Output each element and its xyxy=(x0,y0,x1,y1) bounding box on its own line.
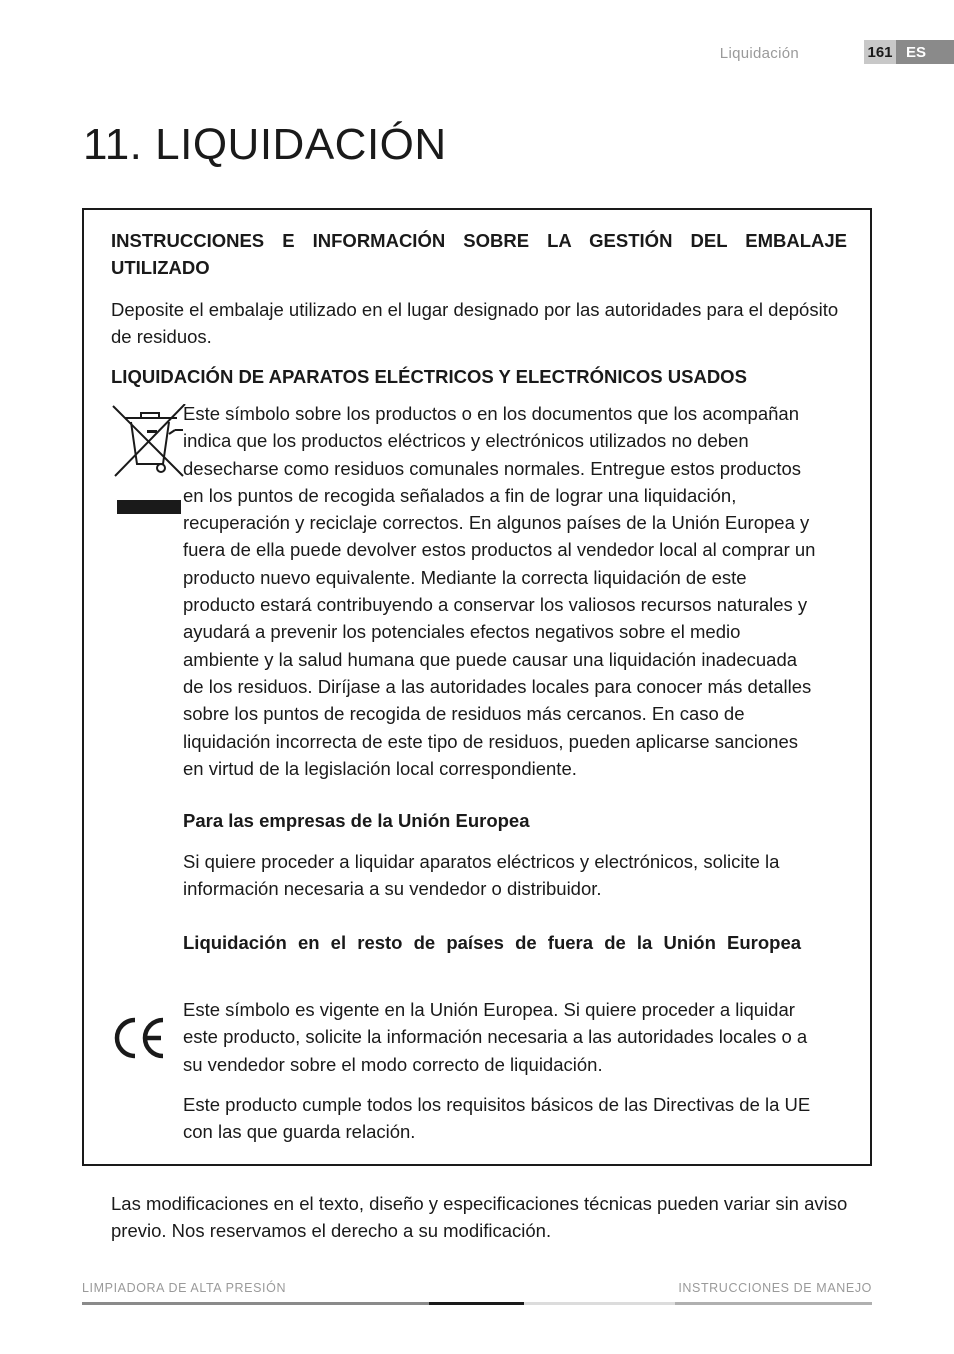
crossed-out-wheelie-bin-icon xyxy=(111,404,189,521)
footer-rule-center xyxy=(429,1302,524,1305)
compliance-text-block xyxy=(183,1091,820,1146)
language-tab: ES xyxy=(896,40,954,64)
running-header-section: Liquidación xyxy=(719,45,799,62)
packaging-section xyxy=(111,227,847,282)
eu-companies-heading-block xyxy=(183,807,820,834)
page-number: 161 xyxy=(864,40,896,64)
weee-heading-block xyxy=(111,363,847,390)
footer-rule-right xyxy=(675,1302,872,1305)
eu-companies-heading: Para las empresas de la Unión Europea xyxy=(183,810,530,831)
outside-eu-heading: Liquidación en el resto de países de fuera de la Unión Europea xyxy=(183,932,802,953)
modifications-note: Las modificaciones en el texto, diseño y especificaciones técnicas pueden variar sin aviso previo. Nos reservamos el derecho a su modificación. xyxy=(111,1193,848,1242)
footer-document-type: INSTRUCCIONES DE MANEJO xyxy=(678,1281,872,1295)
packaging-heading: INSTRUCCIONES E INFORMACIÓN SOBRE LA GESTIÓN DEL EMBALAJE UTILIZADO xyxy=(111,230,847,279)
outside-eu-heading-block xyxy=(183,929,820,956)
page-title: 11. LIQUIDACIÓN xyxy=(83,120,447,169)
eu-companies-text: Si quiere proceder a liquidar aparatos eléctricos y electrónicos, solicite la información necesaria a su vendedor o distribuidor. xyxy=(183,851,780,900)
outside-eu-text: Este símbolo es vigente en la Unión Europea. Si quiere proceder a liquidar este producto, solicite la información necesaria a las autoridades locales o a su vendedor sobre el modo correcto de liquidación. xyxy=(183,999,808,1075)
weee-heading: LIQUIDACIÓN DE APARATOS ELÉCTRICOS Y ELECTRÓNICOS USADOS xyxy=(111,366,747,387)
packaging-text: Deposite el embalaje utilizado en el lugar designado por las autoridades para el depósito de residuos. xyxy=(111,299,839,348)
packaging-text-block xyxy=(111,296,847,351)
outside-eu-text-block xyxy=(183,996,820,1078)
weee-text-block xyxy=(183,400,820,782)
footer-rule-light xyxy=(524,1302,675,1305)
eu-companies-text-block xyxy=(183,848,820,903)
disposal-notice-box xyxy=(82,208,872,1166)
footer-product-name: LIMPIADORA DE ALTA PRESIÓN xyxy=(82,1281,287,1295)
footer-rule-left xyxy=(82,1302,429,1305)
ce-mark-icon xyxy=(111,1016,169,1065)
compliance-text: Este producto cumple todos los requisitos básicos de las Directivas de la UE con las que guarda relación. xyxy=(183,1094,811,1143)
weee-text: Este símbolo sobre los productos o en los documentos que los acompañan indica que los productos eléctricos y electrónicos utilizados no deben desecharse como residuos comunales normales. Entregue estos productos en los puntos de recogida señalados a fin de lograr una liquidación, recuperación y reciclaje correctos. En algunos países de la Unión Europea y fuera de ella puede devolver estos productos al vendedor local al comprar un producto nuevo equivalente. Mediante la correcta liquidación de este producto estará contribuyendo a conservar los valiosos recursos naturales y ayudará a prevenir los potenciales efectos negativos sobre el medio ambiente y la salud humana que puede causar una liquidación inadecuada de los residuos. Diríjase a las autoridades locales para conocer más detalles sobre los puntos de recogida de residuos más cercanos. En caso de liquidación incorrecta de este tipo de residuos, pueden aplicarse sanciones en virtud de la legislación local correspondiente. xyxy=(183,403,816,779)
